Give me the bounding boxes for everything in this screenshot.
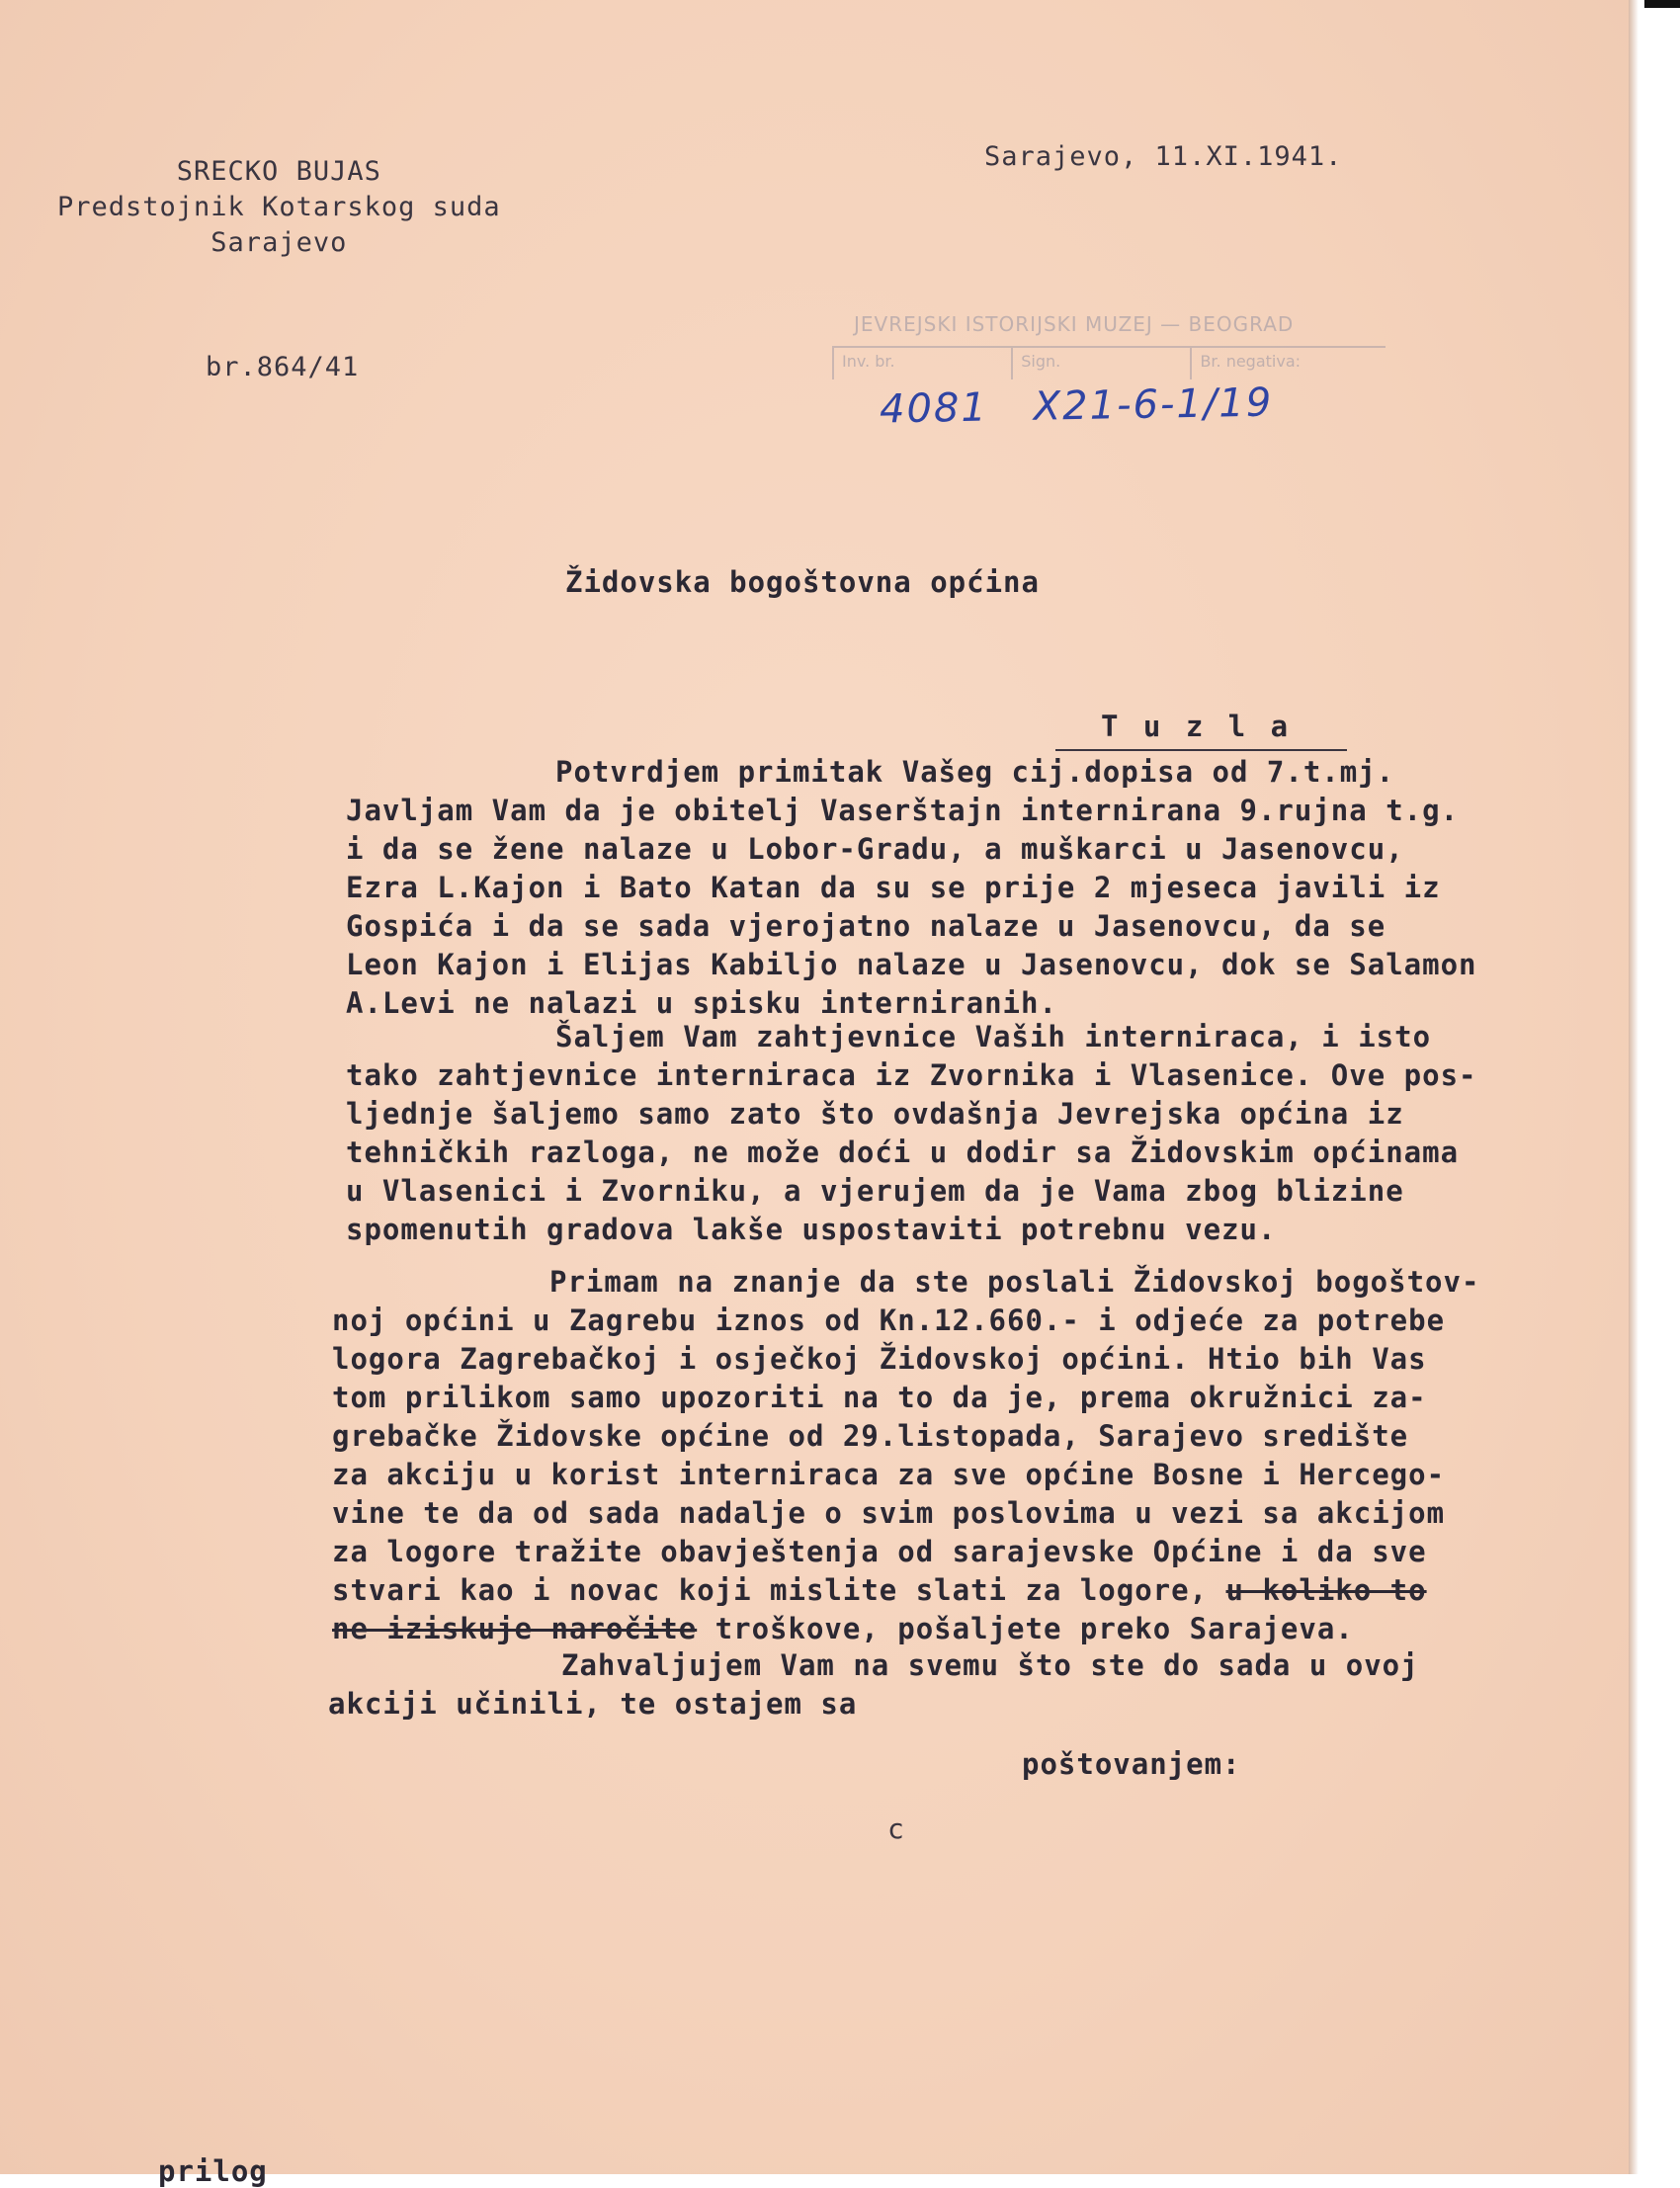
stamp-cell-inventory: Inv. br. <box>832 348 1011 379</box>
para3-line: tom prilikom samo upozoriti na to da je, prema okružnici za- <box>332 1381 1427 1414</box>
stamp-fields <box>832 346 1386 379</box>
page-edge-shadow <box>1629 0 1638 2174</box>
recipient-city-underline <box>1055 749 1347 751</box>
recipient-name: Židovska bogoštovna općina <box>565 565 1040 599</box>
struck-text-end: u koliko to <box>1225 1573 1427 1607</box>
archive-inventory: 4081 <box>879 384 989 433</box>
stamp-cell-negative: Br. negativa: <box>1190 348 1386 379</box>
sender-name: SRECKO BUJAS <box>176 156 381 187</box>
para4-line: akciji učinili, te ostajem sa <box>328 1687 858 1721</box>
para4-line: Zahvaljujem Vam na svemu što ste do sada u ovoj <box>561 1648 1419 1682</box>
para1-line: Gospića i da se sada vjerojatno nalaze u Jasenovcu, da se <box>346 909 1386 943</box>
para1-line: Leon Kajon i Elijas Kabiljo nalaze u Jasenovcu, dok se Salamon <box>346 948 1477 981</box>
para3-last-text: troškove, pošaljete preko Sarajeva. <box>714 1612 1354 1645</box>
para3-line <box>332 1571 1557 1610</box>
reference-number: br.864/41 <box>206 352 360 382</box>
para2-line: spomenutih gradova lakše uspostaviti potrebnu vezu. <box>346 1213 1277 1246</box>
footer-enclosure: prilog <box>158 2154 268 2188</box>
paragraph-3 <box>332 1263 1557 1648</box>
sender-city: Sarajevo <box>210 227 348 258</box>
paragraph-2 <box>346 1018 1571 1249</box>
para3-line-text: stvari kao i novac koji mislite slati za logore, <box>332 1573 1209 1607</box>
date-line: Sarajevo, 11.XI.1941. <box>984 141 1343 172</box>
sender-block <box>57 154 501 261</box>
para3-line: vine te da od sada nadalje o svim poslovima u vezi sa akcijom <box>332 1496 1446 1530</box>
para3-line: logora Zagrebačkoj i osječkoj Židovskoj općini. Htio bih Vas <box>332 1342 1427 1376</box>
scan-corner-mark <box>1644 0 1680 8</box>
paragraph-4 <box>328 1646 1554 1724</box>
para1-line: Potvrdjem primitak Vašeg cij.dopisa od 7.t.mj. <box>555 755 1395 789</box>
para1-line: Javljam Vam da je obitelj Vaserštajn internirana 9.rujna t.g. <box>346 794 1460 827</box>
para3-line: Primam na znanje da ste poslali Židovskoj bogoštov- <box>549 1265 1480 1299</box>
para3-line: za logore tražite obavještenja od sarajevske Općine i da sve <box>332 1535 1427 1568</box>
para2-line: u Vlasenici i Zvorniku, a vjerujem da je Vama zbog blizine <box>346 1174 1404 1208</box>
para1-line: i da se žene nalaze u Lobor-Gradu, a muškarci u Jasenovcu, <box>346 832 1404 866</box>
para1-line: Ezra L.Kajon i Bato Katan da su se prije 2 mjeseca javili iz <box>346 871 1441 904</box>
para2-line: ljednje šaljemo samo zato što ovdašnja Jevrejska općina iz <box>346 1097 1404 1131</box>
stamp-cell-signature: Sign. <box>1011 348 1190 379</box>
stamp-title: JEVREJSKI ISTORIJSKI MUZEJ — BEOGRAD <box>854 312 1295 336</box>
para3-line: noj općini u Zagrebu iznos od Kn.12.660.- i odjeće za potrebe <box>332 1304 1446 1337</box>
struck-text-start: ne iziskuje naročite <box>332 1612 698 1645</box>
para1-line: A.Levi ne nalazi u spisku interniranih. <box>346 986 1057 1020</box>
museum-stamp <box>832 312 1386 381</box>
paragraph-1 <box>346 753 1571 1023</box>
recipient-city: T u z l a <box>1101 710 1293 743</box>
handwritten-archive-number <box>880 380 1274 433</box>
para3-line <box>332 1610 1557 1648</box>
para2-line: tako zahtjevnice interniraca iz Zvornika i Vlasenice. Ove pos- <box>346 1058 1477 1092</box>
para3-line: za akciju u korist interniraca za sve općine Bosne i Hercego- <box>332 1458 1446 1491</box>
closing-salutation: poštovanjem: <box>1022 1747 1241 1781</box>
para3-line: grebačke Židovske općine od 29.listopada, Sarajevo središte <box>332 1419 1409 1453</box>
para2-line: Šaljem Vam zahtjevnice Vaših internirаca, i isto <box>555 1020 1432 1053</box>
para2-line: tehničkih razloga, ne može doći u dodir sa Židovskim općinama <box>346 1136 1460 1169</box>
archive-signature: X21-6-1/19 <box>1033 379 1274 430</box>
typed-mark: c <box>887 1812 904 1845</box>
sender-title: Predstojnik Kotarskog suda <box>57 192 501 222</box>
